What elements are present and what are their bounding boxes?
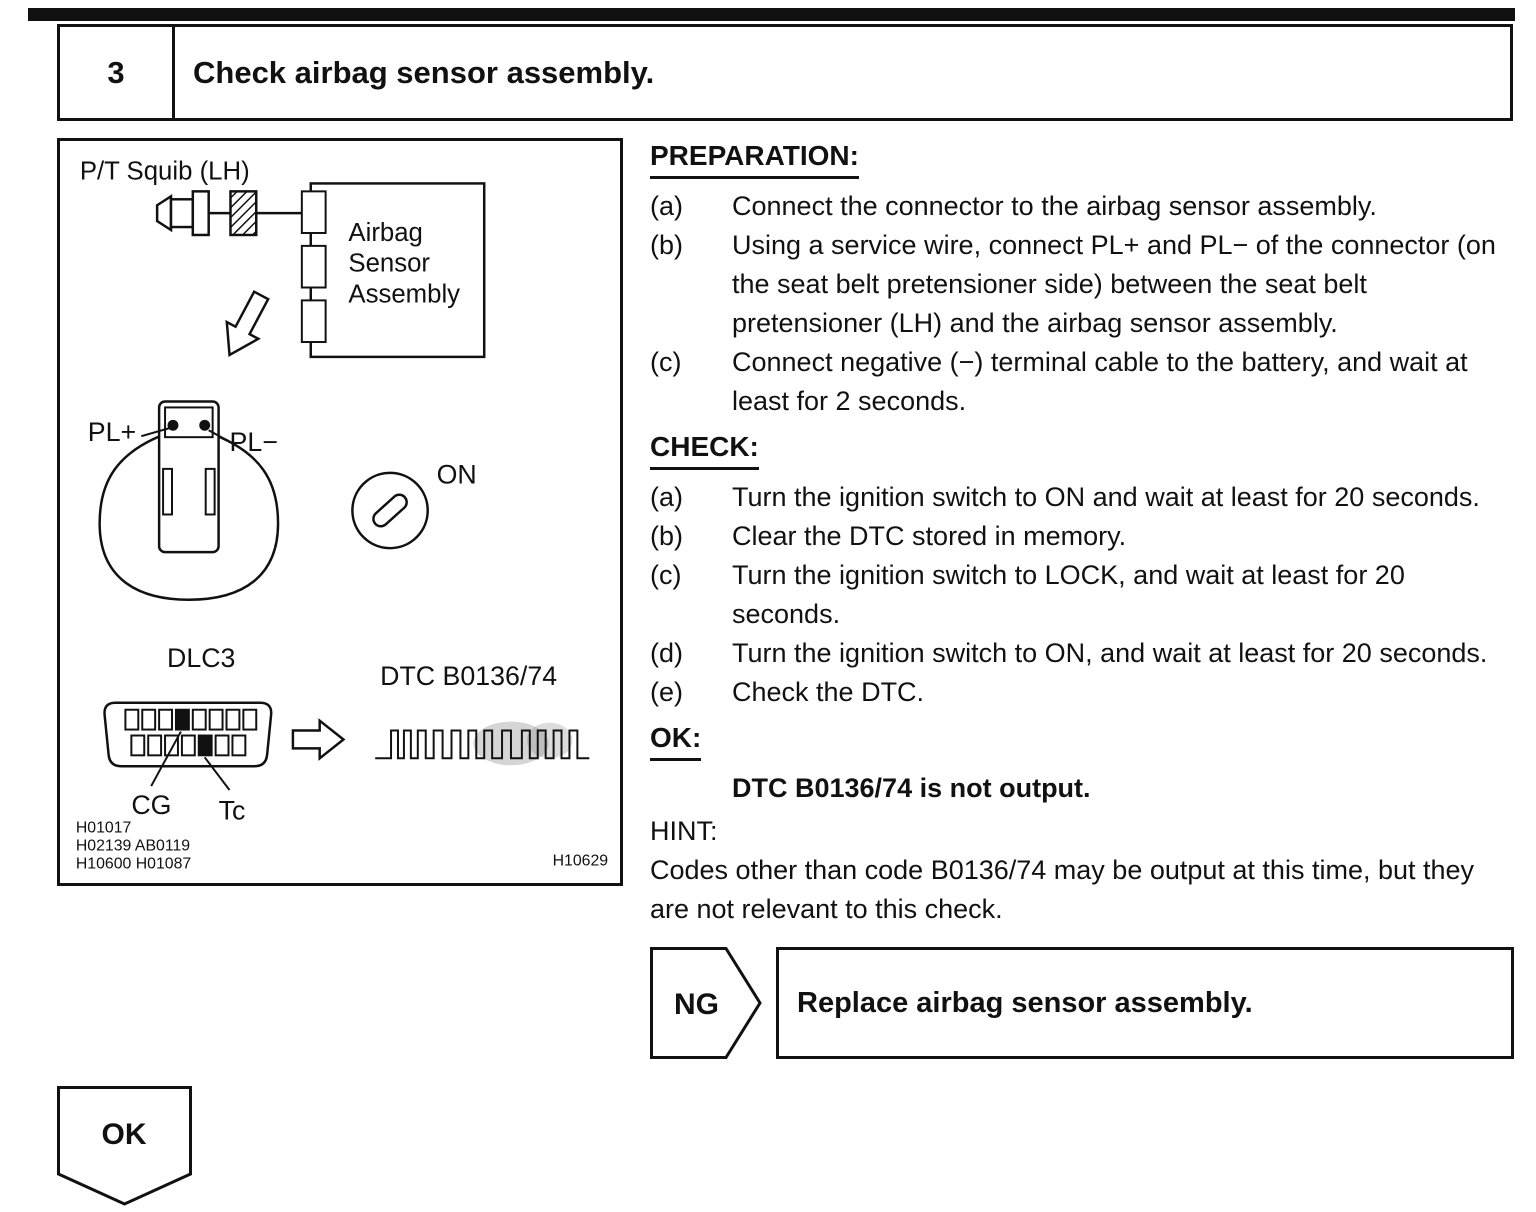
item-label: (b)	[650, 521, 683, 551]
airbag-label-line2: Sensor	[348, 249, 431, 278]
item-text: Turn the ignition switch to ON and wait at least for 20 seconds.	[732, 482, 1480, 512]
ok-result: DTC B0136/74 is not output.	[732, 773, 1091, 803]
right-arrow-icon	[293, 721, 344, 759]
ref-code: H10600 H01087	[75, 855, 192, 873]
item-text: Turn the ignition switch to ON, and wait at least for 20 seconds.	[732, 638, 1488, 668]
list-item	[650, 517, 1514, 556]
dtc-label: DTC B0136/74	[380, 660, 558, 691]
airbag-label-line3: Assembly	[348, 280, 461, 309]
item-text: Using a service wire, connect PL+ and PL− of the connector (on the seat belt pretensioner side) between the seat belt pretensioner (LH) and the airbag sensor assembly.	[732, 230, 1496, 338]
ok-heading	[650, 718, 1514, 761]
on-label: ON	[436, 459, 477, 490]
list-item	[650, 343, 1514, 421]
dtc-waveform	[375, 722, 589, 766]
ng-flow-row	[650, 947, 1514, 1059]
item-label: (e)	[650, 677, 683, 707]
pl-minus-pin	[199, 420, 210, 431]
ng-action-box: Replace airbag sensor assembly.	[776, 947, 1514, 1059]
list-item	[650, 556, 1514, 634]
tc-pin	[199, 736, 212, 756]
ok-heading-text: OK:	[650, 718, 701, 761]
dlc3-connector	[105, 703, 272, 790]
item-text: Turn the ignition switch to LOCK, and wait at least for 20 seconds.	[732, 560, 1405, 629]
squib-plug	[157, 191, 302, 235]
list-item	[650, 634, 1514, 673]
figure-diagram	[60, 141, 620, 883]
ng-label: NG	[674, 988, 719, 1021]
cg-label: CG	[131, 789, 172, 820]
item-text: Clear the DTC stored in memory.	[732, 521, 1127, 551]
item-label: (b)	[650, 230, 683, 260]
dlc3-label: DLC3	[167, 643, 236, 674]
pl-minus-label: PL−	[229, 427, 278, 458]
ref-code: H01017	[75, 819, 132, 837]
cg-pin	[176, 710, 189, 730]
item-text: Check the DTC.	[732, 677, 925, 707]
item-label: (a)	[650, 482, 683, 512]
step-header	[57, 24, 1513, 121]
list-item	[650, 226, 1514, 343]
item-text: Connect the connector to the airbag sensor assembly.	[732, 191, 1377, 221]
item-label: (c)	[650, 347, 682, 377]
ok-banner	[57, 1086, 192, 1208]
ref-code-right: H10629	[552, 852, 609, 870]
ref-code: H02139 AB0119	[75, 837, 191, 855]
check-heading-text: CHECK:	[650, 427, 759, 470]
preparation-heading-text: PREPARATION:	[650, 136, 859, 179]
item-label: (d)	[650, 638, 683, 668]
step-number: 3	[57, 24, 175, 121]
ng-arrow-shape	[650, 947, 762, 1059]
item-label: (a)	[650, 191, 683, 221]
item-label: (c)	[650, 560, 682, 590]
down-arrow-icon	[214, 287, 277, 363]
pl-plus-label: PL+	[87, 417, 137, 448]
list-item	[650, 673, 1514, 712]
hatched-spacer	[230, 191, 256, 235]
airbag-label-line1: Airbag	[348, 218, 423, 247]
squib-label: P/T Squib (LH)	[79, 157, 250, 186]
hint-heading: HINT:	[650, 816, 718, 846]
ok-flow-shape	[57, 1086, 192, 1208]
tc-label: Tc	[218, 795, 246, 826]
preparation-heading	[650, 136, 1514, 179]
list-item	[650, 187, 1514, 226]
ignition-key-symbol	[352, 473, 427, 548]
hint-text: Codes other than code B0136/74 may be output at this time, but they are not relevant to this check.	[650, 855, 1475, 924]
ok-label: OK	[101, 1118, 147, 1151]
item-text: Connect negative (−) terminal cable to the battery, and wait at least for 2 seconds.	[732, 347, 1468, 416]
instructions-column	[650, 136, 1514, 1059]
figure-box	[57, 138, 623, 886]
check-heading	[650, 427, 1514, 470]
airbag-sensor-assembly-box	[302, 183, 484, 356]
step-title: Check airbag sensor assembly.	[172, 24, 1513, 121]
list-item	[650, 478, 1514, 517]
top-rule	[28, 8, 1515, 21]
